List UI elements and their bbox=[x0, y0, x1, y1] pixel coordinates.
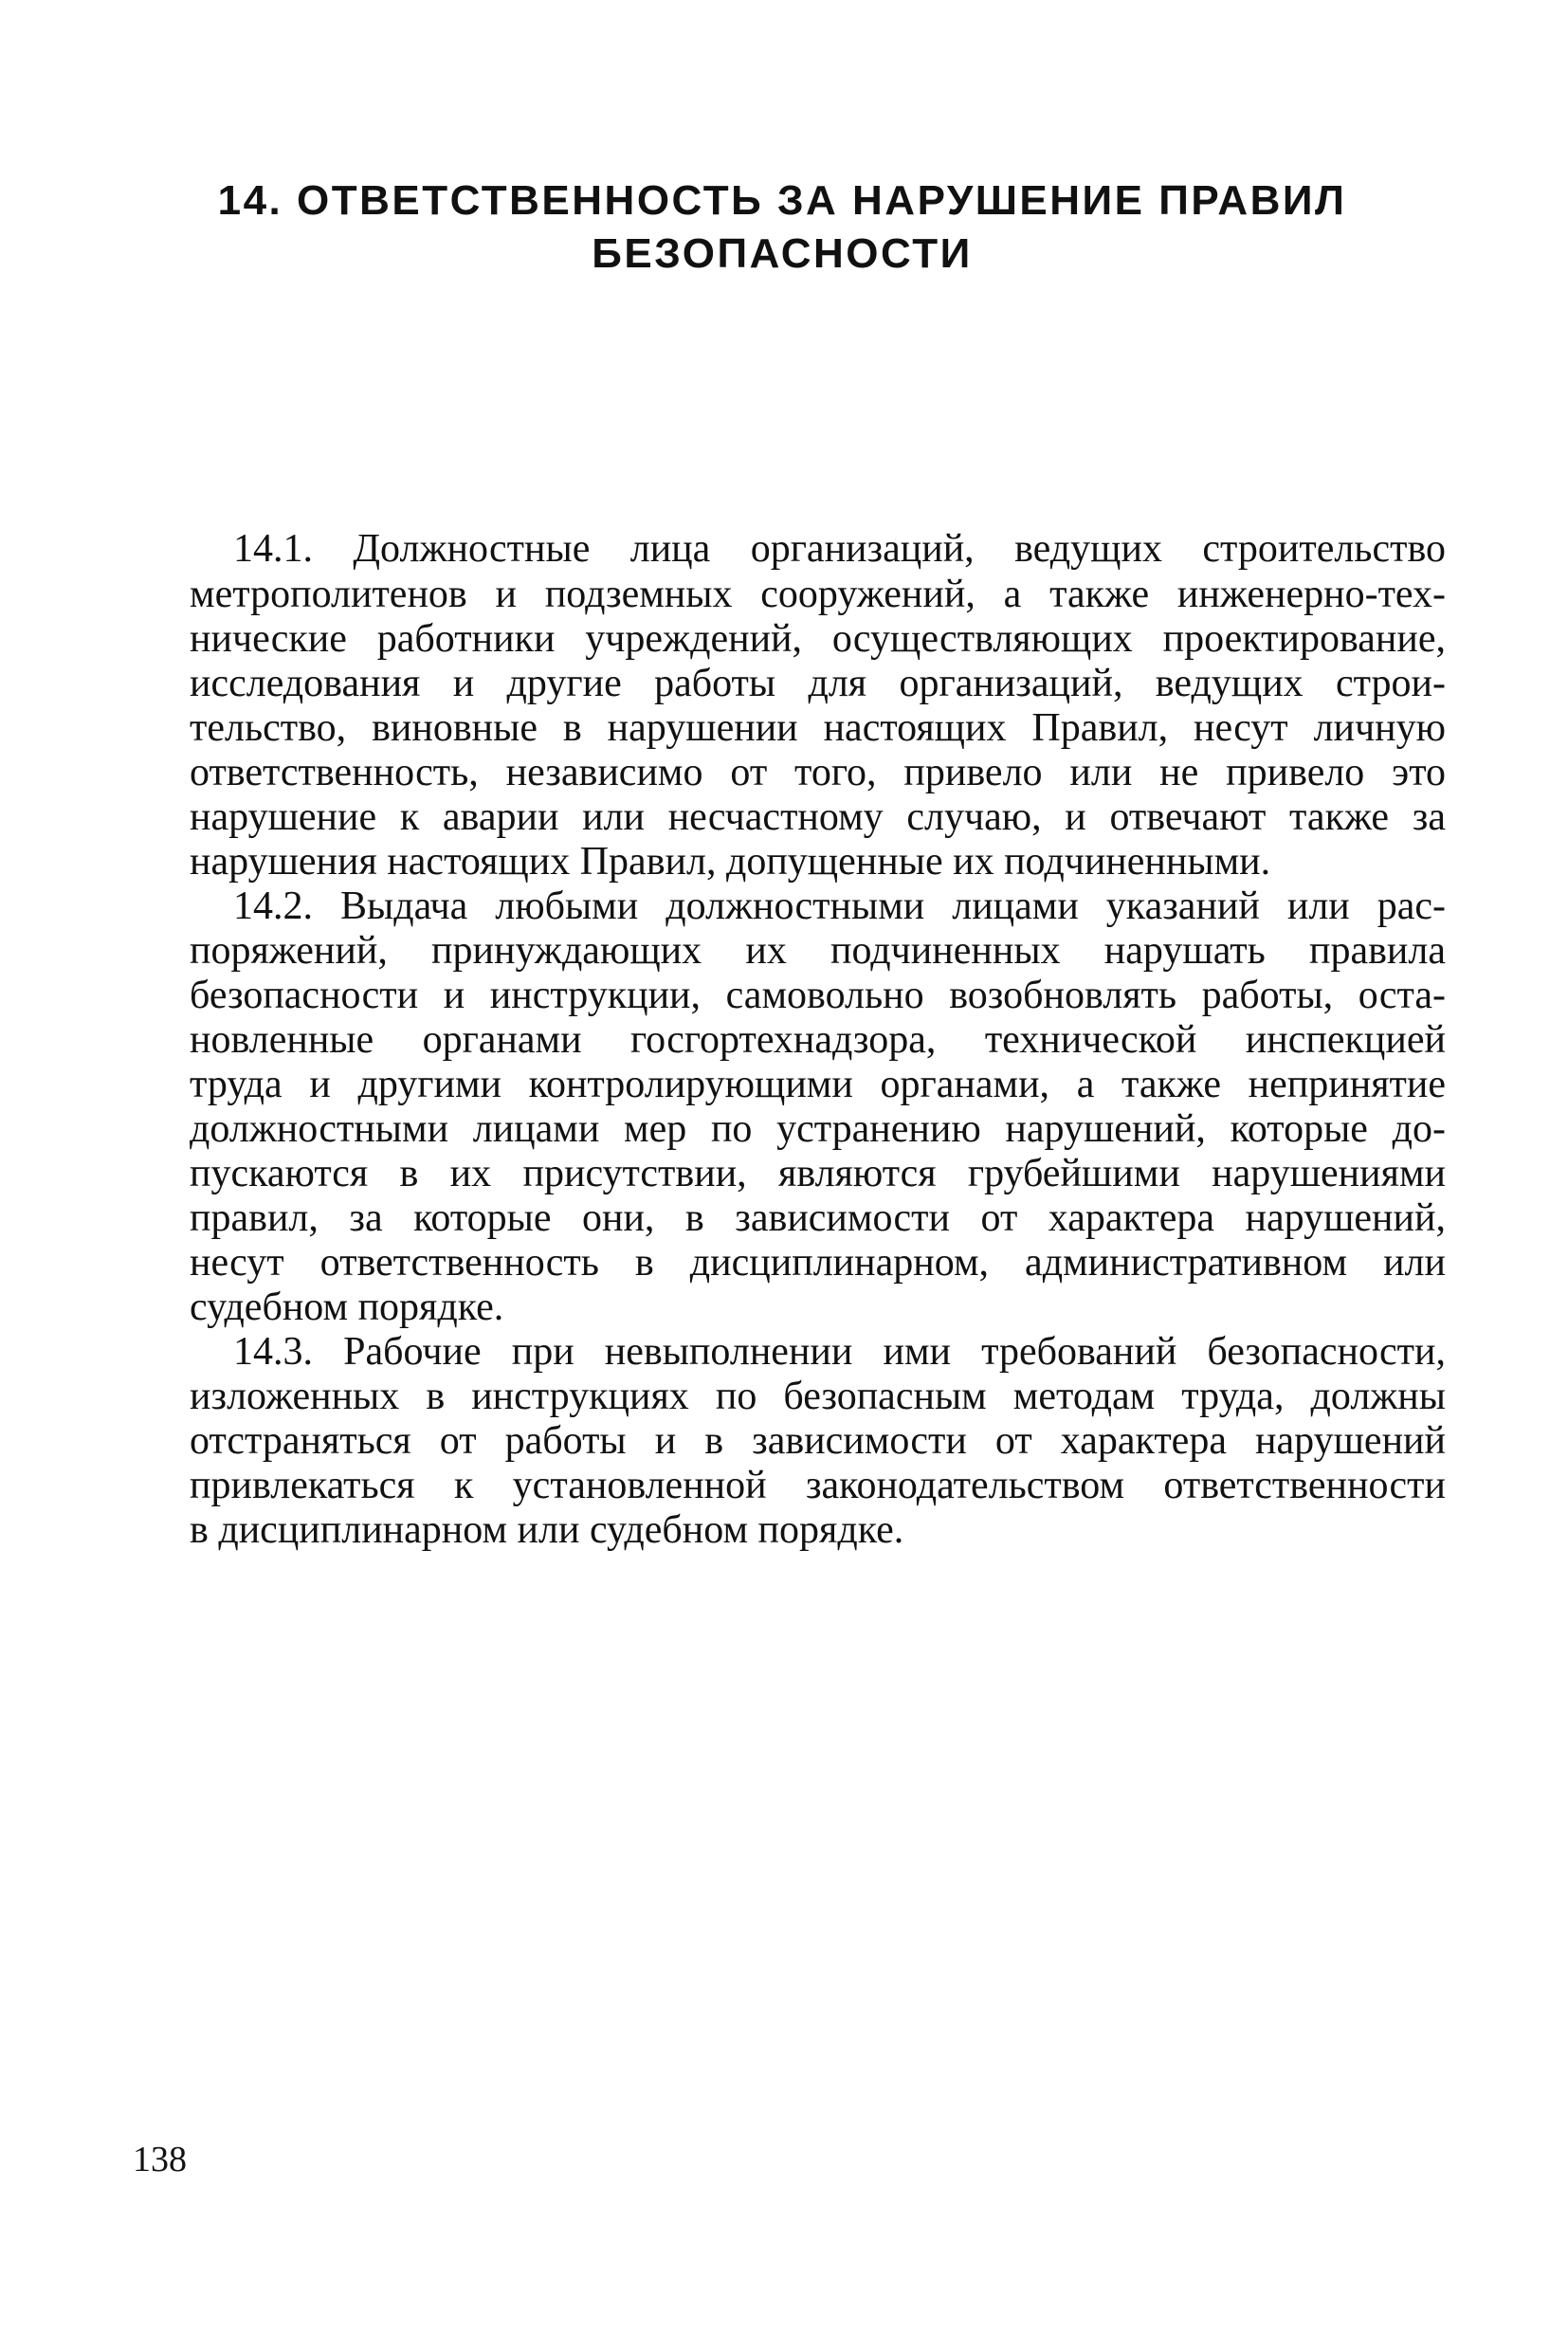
paragraph-14-2-line: 14.2. Выдача любыми должностными лицами указаний или рас- bbox=[233, 884, 1446, 928]
paragraph-14-2-line: новленные органами госгортехнадзора, технической инспекцией bbox=[190, 1018, 1446, 1062]
paragraph-14-1-line: нарушения настоящих Правил, допущенные их подчиненными. bbox=[190, 840, 1271, 884]
section-heading-line-1: 14. ОТВЕТСТВЕННОСТЬ ЗА НАРУШЕНИЕ ПРАВИЛ bbox=[217, 177, 1347, 224]
paragraph-14-3-line: привлекаться к установленной законодательством ответственности bbox=[190, 1464, 1446, 1507]
paragraph-14-1-line: тельство, виновные в нарушении настоящих Правил, несут личную bbox=[190, 706, 1446, 750]
paragraph-14-3-line: отстраняться от работы и в зависимости от характера нарушений bbox=[190, 1419, 1446, 1463]
paragraph-14-2-line: должностными лицами мер по устранению нарушений, которые до- bbox=[190, 1107, 1446, 1151]
paragraph-14-2-line: правил, за которые они, в зависимости от характера нарушений, bbox=[190, 1196, 1446, 1240]
paragraph-14-1-line: нические работники учреждений, осуществляющих проектирование, bbox=[190, 617, 1446, 661]
paragraph-14-3-line: в дисциплинарном или судебном порядке. bbox=[190, 1508, 904, 1552]
paragraph-14-2-line: пускаются в их присутствии, являются грубейшими нарушениями bbox=[190, 1152, 1446, 1195]
paragraph-14-2-line: безопасности и инструкции, самовольно возобновлять работы, оста- bbox=[190, 974, 1446, 1017]
paragraph-14-2-line: поряжений, принуждающих их подчиненных нарушать правила bbox=[190, 929, 1446, 973]
paragraph-14-1-line: нарушение к аварии или несчастному случаю, и отвечают также за bbox=[190, 795, 1446, 839]
paragraph-14-1-line: 14.1. Должностные лица организаций, ведущих строительство bbox=[233, 527, 1446, 571]
paragraph-14-2-line: несут ответственность в дисциплинарном, административном или bbox=[190, 1241, 1446, 1285]
paragraph-14-2-line: судебном порядке. bbox=[190, 1285, 504, 1329]
paragraph-14-3-line: 14.3. Рабочие при невыполнении ими требований безопасности, bbox=[233, 1330, 1446, 1374]
paragraph-14-2-line: труда и другими контролирующими органами, а также непринятие bbox=[190, 1063, 1446, 1106]
paragraph-14-3-line: изложенных в инструкциях по безопасным методам труда, должны bbox=[190, 1375, 1446, 1418]
paragraph-14-1-line: метрополитенов и подземных сооружений, а также инженерно-тех- bbox=[190, 573, 1446, 616]
page-number: 138 bbox=[133, 2140, 187, 2179]
paragraph-14-1-line: ответственность, независимо от того, привело или не привело это bbox=[190, 751, 1446, 794]
section-heading-line-2: БЕЗОПАСНОСТИ bbox=[592, 230, 973, 277]
paragraph-14-1-line: исследования и другие работы для организаций, ведущих строи- bbox=[190, 662, 1446, 705]
